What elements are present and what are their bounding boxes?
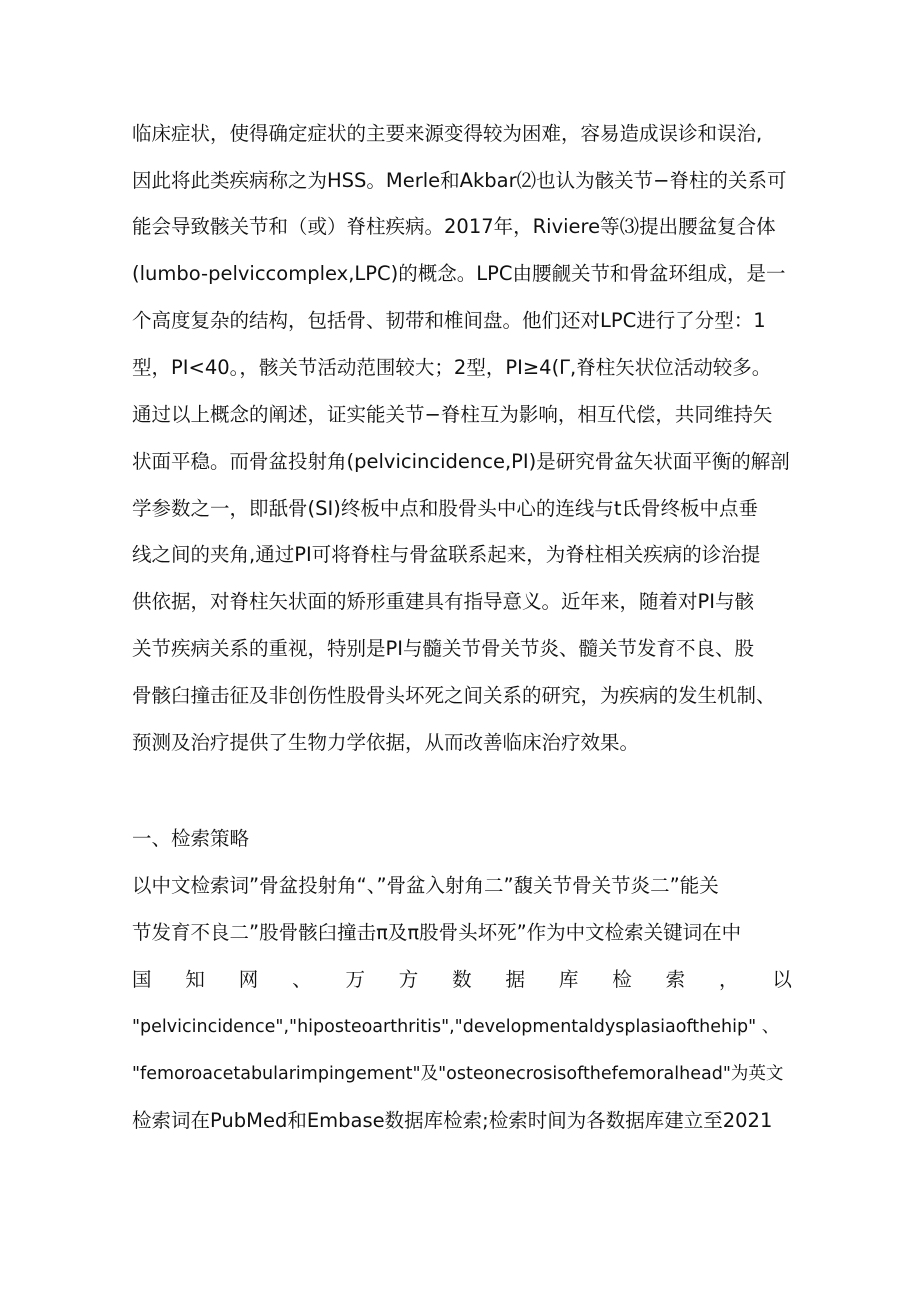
text-line: 个高度复杂的结构，包括骨、韧带和椎间盘。他们还对LPC进行了分型：1 [132,309,766,332]
text-line: 能会导致骸关节和（或）脊柱疾病。2017年，Riviere等⑶提出腰盆复合体 [132,215,776,238]
text-line: 学参数之一，即舐骨(SI)终板中点和股骨头中心的连线与t氐骨终板中点垂 [132,497,758,520]
text-line: 关节疾病关系的重视，特别是PI与髓关节骨关节炎、髓关节发育不良、股 [132,637,755,660]
justified-text-line [132,967,792,993]
text-line: 骨骸臼撞击征及非创伤性股骨头坏死之间关系的研究，为疾病的发生机制、 [132,684,776,707]
char: 知 [185,968,205,991]
char: 索 [665,968,686,991]
char: 国 [132,968,152,991]
text-line: 检索词在PubMed和Embase数据库检索;检索时间为各数据库建立至2021 [132,1109,773,1132]
section-heading: 一、检索策略 [132,827,250,850]
char: 数 [452,968,472,991]
text-line: 通过以上概念的阐述，证实能关节−脊柱互为影响，相互代偿，共同维持矢 [132,403,773,426]
text-line: 供依据，对脊柱矢状面的矫形重建具有指导意义。近年来，随着对PI与骸 [132,590,755,613]
char: 库 [558,968,579,991]
text-line: "pelvicincidence","hiposteoarthritis","developmentaldysplasiaofthehip" 、 [132,1017,780,1037]
text-line: 以中文检索词”骨盆投射角“、”骨盆入射角二”馥关节骨关节炎二”能关 [132,874,719,897]
text-line: (lumbo-pelviccomplex,LPC)的概念。LPC由腰觎关节和骨盆环组成，是一 [132,262,786,285]
char: 万 [345,968,365,991]
char: 、 [292,968,312,991]
text-line: 状面平稳。而骨盆投射角(pelvicincidence,PI)是研究骨盆矢状面平衡的解剖 [132,450,790,473]
text-line: 预测及治疗提供了生物力学依据，从而改善临床治疗效果。 [132,731,640,754]
text-line: 节发育不良二”股骨骸臼撞击π及π股骨头坏死”作为中文检索关键词在中 [132,921,742,944]
text-line: 临床症状，使得确定症状的主要来源变得较为困难，容易造成误诊和误治, [132,122,763,145]
char: 网 [238,968,259,991]
text-line: 型，PI<40。，骸关节活动范围较大；2型，PI≥4(Γ,脊柱矢状位活动较多。 [132,356,772,379]
char: 据 [505,968,526,991]
char: 检 [612,968,632,991]
char: 方 [398,968,419,991]
text-line: 线之间的夹角,通过PI可将脊柱与骨盆联系起来，为脊柱相关疾病的诊治提 [132,543,761,566]
text-line: 因此将此类疾病称之为HSS。Merle和Akbar⑵也认为骸关节−脊柱的关系可 [132,169,787,192]
char: ， [718,968,739,991]
text-line: "femoroacetabularimpingement"及"osteonecrosisofthefemoralhead"为英文 [132,1064,784,1084]
char: 以 [772,968,792,991]
